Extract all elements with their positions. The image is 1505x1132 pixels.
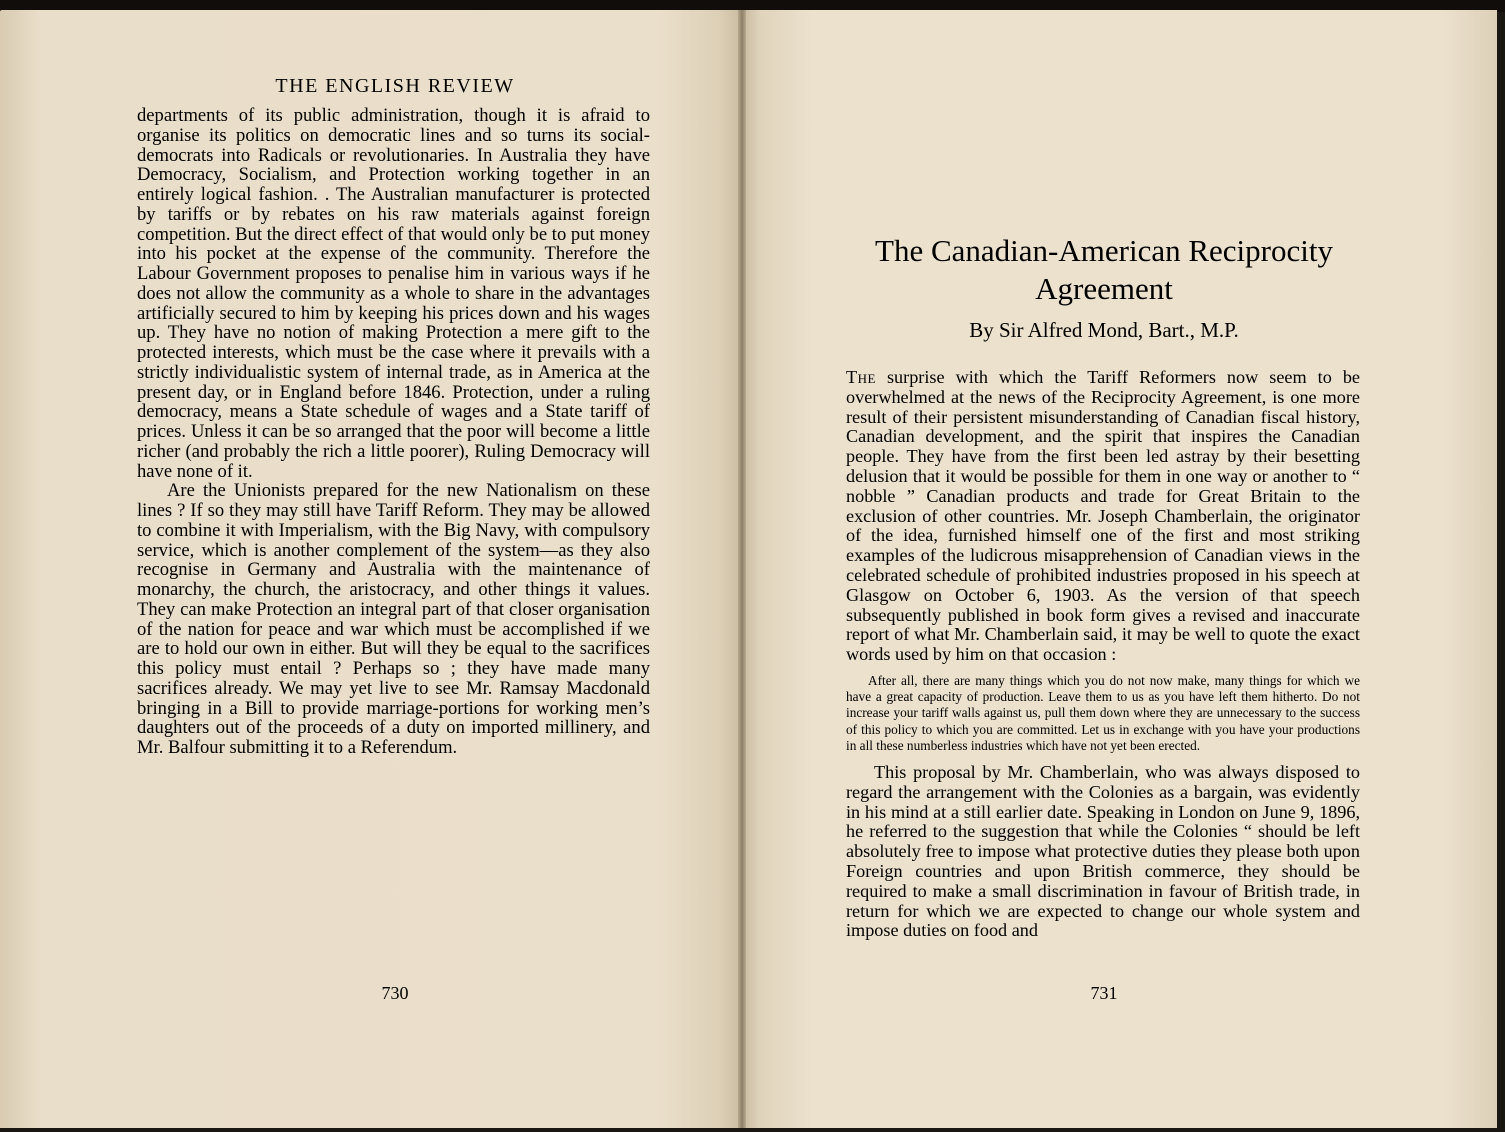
right-paragraph-2: This proposal by Mr. Chamberlain, who was always disposed to regard the arrangement with the Colonies as a bargain, was evidently in his mind at a still earlier date. Speaking in London on June 9, 1896, he referred to the suggestion that while the Colonies “ should be left absolutely free to impose what protective duties they please both upon Foreign countries and upon British commerce, they should be required to make a small discrimination in favour of British trade, in return for which we are expected to change our whole system and impose duties on food and <box>846 761 1360 941</box>
page-number-right: 731 <box>1090 983 1118 1003</box>
lead-word: The <box>846 367 876 387</box>
block-quote: After all, there are many things which you do not now make, many things for which we have a great capacity of production. Leave them to us as you have left them hitherto. Do not increase your tariff walls against us, pull them down where they are unnecessary to the success of this policy to which you are committed. Let us in exchange with you have your productions in all these numberless industries which have not yet been erected. <box>846 672 1360 753</box>
left-paragraph-2: Are the Unionists prepared for the new Nationalism on these lines ? If so they may still have Tariff Reform. They may be allowed to combine it with Imperialism, with the Big Navy, with compulsory service, which is another complement of the system—as they also recognise in Germany and Australia with the maintenance of monarchy, the church, the aristocracy, and other things it values. They can make Protection an integral part of that closer organisation of the nation for peace and war which must be accomplished if we are to hold our own in either. But will they be equal to the sacrifices this policy must entail ? Perhaps so ; they have made many sacrifices already. We may yet live to see Mr. Ramsay Macdonald bringing in a Bill to provide marriage-portions for working men’s daughters out of the proceeds of a duty on imported millinery, and Mr. Balfour submitting it to a Referendum. <box>137 480 650 758</box>
left-body-text <box>137 106 650 758</box>
running-head: THE ENGLISH REVIEW <box>275 75 515 97</box>
book-gutter <box>738 10 746 1128</box>
right-paragraph-1 <box>846 368 1360 665</box>
page-number-left: 730 <box>381 983 409 1003</box>
left-paragraph-1: departments of its public administration, though it is afraid to organise its politics on democratic lines and so turns its social-democrats into Radicals or revolutionaries. In Australia they have Democracy, Socialism, and Protection working together in an entirely logical fashion. . The Australian manufacturer is protected by tariffs or by rebates on his raw materials against foreign competition. But the direct effect of that would only be to put money into his pocket at the expense of the community. Therefore the Labour Government proposes to penalise him in various ways if he does not allow the community as a whole to share in the advantages artificially secured to him by keeping his prices down and his wages up. They have no notion of making Protection a mere gift to the protected interests, which must be the case where it prevails with a strictly individualistic system of internal trade, as in America at the present day, or in England before 1846. Protection, under a ruling democracy, means a State schedule of wages and a State tariff of prices. Unless it can be so arranged that the poor will become a little richer (and probably the rich a little poorer), Ruling Democracy will have none of it. <box>137 105 650 482</box>
article-byline: By Sir Alfred Mond, Bart., M.P. <box>969 318 1239 342</box>
right-paragraph-1-text: surprise with which the Tariff Reformers now seem to be overwhelmed at the news of the Reciprocity Agreement, is one more result of their persistent misunderstanding of Canadian fiscal history, Canadian development, and the spirit that inspires the Canadian people. They have from the first been led astray by their besetting delusion that it would be possible for them in one way or another to “ nobble ” Canadian products and trade for Great Britain to the exclusion of other countries. Mr. Joseph Chamberlain, the originator of the idea, furnished himself one of the first and most striking examples of the ludicrous misapprehension of Canadian views in the celebrated schedule of prohibited industries proposed in his speech at Glasgow on October 6, 1903. As the version of that speech subsequently published in book form gives a revised and inaccurate report of what Mr. Chamberlain said, it may be well to quote the exact words used by him on that occasion : <box>846 367 1360 665</box>
right-body-text <box>846 368 1360 941</box>
article-title: The Canadian-American Reciprocity Agreement <box>875 233 1333 306</box>
